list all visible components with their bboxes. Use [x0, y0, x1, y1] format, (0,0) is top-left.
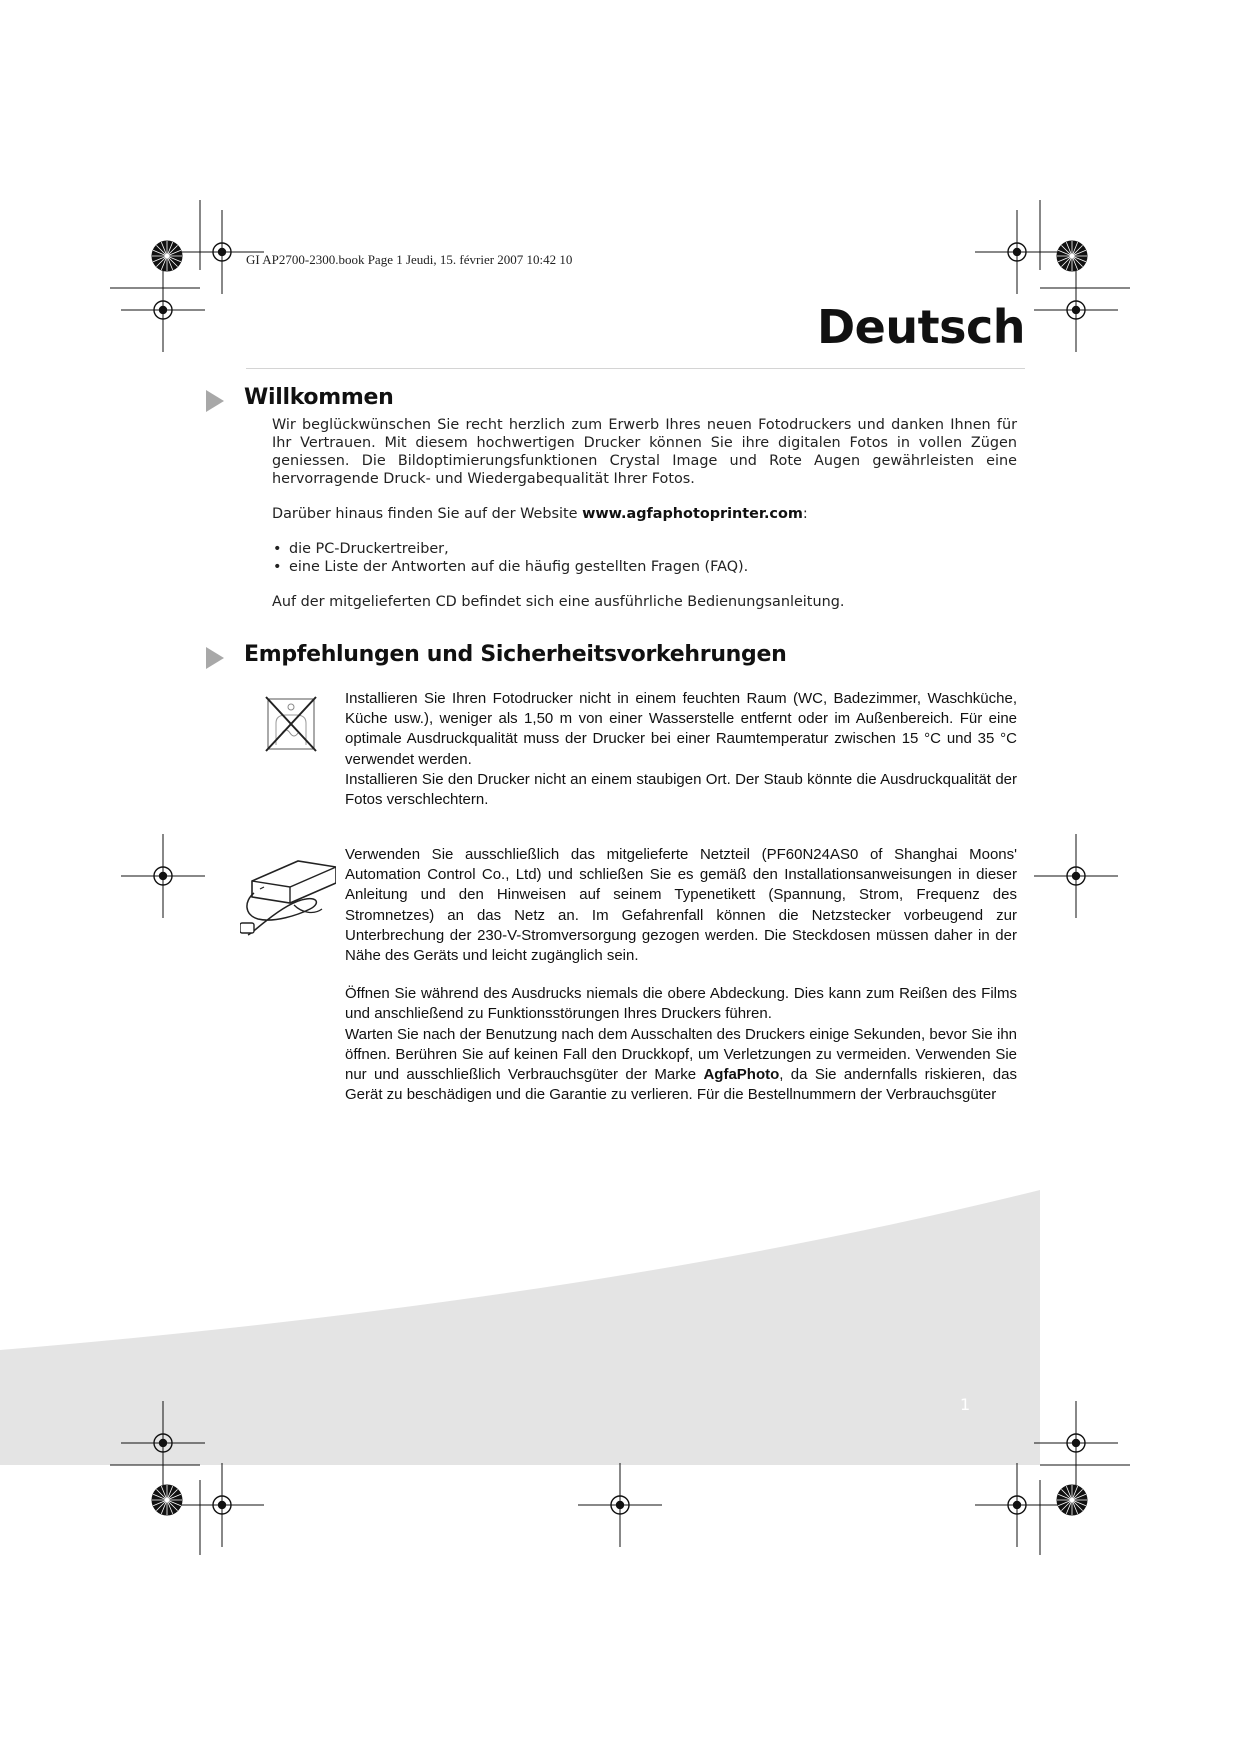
section-title-welcome: Willkommen	[244, 385, 394, 410]
power-text	[345, 845, 1017, 1105]
cover-text-before: Warten Sie nach der Benutzung nach dem Ausschalten des Druckers einige Sekunden, bevor Sie ihn öffnen. Berühren Sie auf keinen Fall den Druckkopf, um Verletzungen zu vermeiden. Verwenden Sie nur und ausschließlich Verbrauchsgüter der Marke	[345, 1025, 1017, 1084]
list-item-text: eine Liste der Antworten auf die häufig gestellten Fragen (FAQ).	[289, 559, 749, 575]
cd-note: Auf der mitgelieferten CD befindet sich eine ausführliche Bedienungsanleitung.	[272, 594, 845, 610]
humidity-text	[345, 689, 1017, 810]
welcome-website-line	[272, 505, 1017, 523]
power-paragraph: Verwenden Sie ausschließlich das mitgelieferte Netzteil (PF60N24AS0 of Shanghai Moons' Automation Control Co., Ltd) und schließen Sie es gemäß den Installationsanweisungen in dieser Anleitung und den Hinweisen auf seinem Typenetikett (Spannung, Strom, Frequenz des Stromnetzes) an das Netz an. Im Gefahrenfall können die Netzstecker vorbeugend zur Unterbrechung der 230-V-Stromversorgung gezogen werden. Die Steckdosen müssen daher in der Nähe des Geräts und leicht zugänglich sein.	[345, 846, 1017, 965]
power-adapter-icon	[240, 843, 336, 939]
humidity-paragraph-2: Installieren Sie den Drucker nicht an einem staubigen Ort. Der Staub könnte die Ausdruckqualität der Fotos verschlechtern.	[345, 770, 1017, 809]
list-item: • die PC-Druckertreiber,	[273, 541, 449, 557]
website-prefix: Darüber hinaus finden Sie auf der Website	[272, 506, 583, 522]
cover-paragraph-1: Öffnen Sie während des Ausdrucks niemals die obere Abdeckung. Dies kann zum Reißen des Films und anschließend zu Funktionsstörungen Ihres Druckers führen.	[345, 985, 1017, 1023]
cover-text-after: , da Sie andernfalls riskieren, das Gerät zu beschädigen und die Garantie zu verlieren. Für die Bestellnummern der Verbrauchsgüter	[345, 1066, 1017, 1104]
cover-paragraph-2	[345, 1025, 1017, 1106]
no-wet-room-icon	[262, 693, 320, 755]
section-arrow-icon	[206, 390, 224, 412]
welcome-bullet-list	[272, 540, 1017, 576]
list-item: • eine Liste der Antworten auf die häufig gestellten Fragen (FAQ).	[273, 559, 749, 575]
welcome-body	[272, 416, 1017, 611]
language-title: Deutsch	[816, 300, 1025, 354]
title-rule	[246, 368, 1025, 369]
website-link[interactable]: www.agfaphotoprinter.com	[582, 506, 803, 522]
page-number: 1	[960, 1395, 971, 1414]
section-title-safety: Empfehlungen und Sicherheitsvorkehrungen	[244, 642, 787, 667]
welcome-intro: Wir beglückwünschen Sie recht herzlich zum Erwerb Ihres neuen Fotodruckers und danken Ihnen für Ihr Vertrauen. Mit diesem hochwertigen Drucker können Sie ihre digitalen Fotos in vollen Zügen geniessen. Die Bildoptimierungsfunktionen Crystal Image und Rote Augen gewährleisten eine hervorragende Druck- und Wiedergabequalität Ihrer Fotos.	[272, 417, 1017, 487]
humidity-paragraph-1: Installieren Sie Ihren Fotodrucker nicht in einem feuchten Raum (WC, Badezimmer, Waschküche, Küche usw.), weniger als 1,50 m von einer Wasserstelle entfernt oder im Außenbereich. Für eine optimale Ausdruckqualität muss der Drucker bei einer Raumtemperatur zwischen 15 °C und 35 °C verwendet werden.	[345, 690, 1017, 768]
brand-name: AgfaPhoto	[703, 1066, 780, 1084]
section-arrow-icon	[206, 647, 224, 669]
list-item-text: die PC-Druckertreiber,	[289, 541, 449, 557]
website-suffix: :	[802, 506, 808, 522]
book-file-line: GI AP2700-2300.book Page 1 Jeudi, 15. février 2007 10:42 10	[246, 252, 573, 267]
